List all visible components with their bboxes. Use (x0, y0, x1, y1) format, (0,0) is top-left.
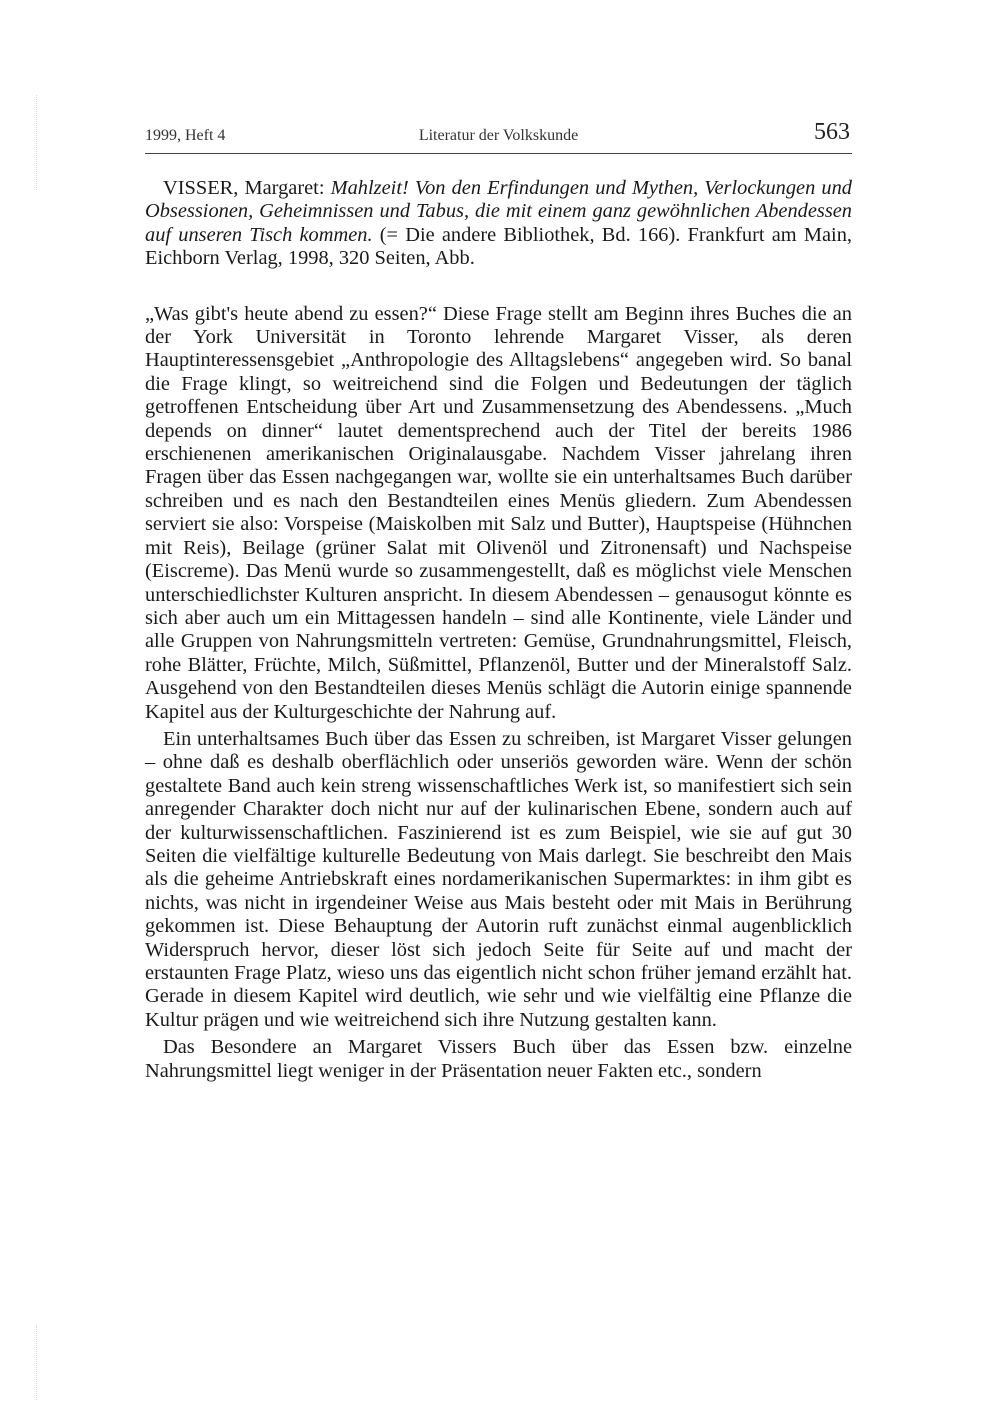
scan-artifact-bottom (36, 1325, 39, 1400)
publication-info: (= Die andere Bibliothek, Bd. 166). Frankfurt am Main, Eichborn Verlag, 1998, 320 Seiten, Abb. (145, 223, 852, 270)
scan-artifact-top (36, 95, 39, 190)
issue-label: 1999, Heft 4 (145, 127, 226, 144)
running-header (145, 119, 852, 154)
bibliographic-entry (145, 177, 852, 271)
review-content (145, 177, 852, 1083)
review-author: VISSER, Margaret: (163, 177, 325, 199)
paragraph-1: „Was gibt's heute abend zu essen?“ Diese Frage stellt am Beginn ihres Buches die an der York Universität in Toronto lehrende Margaret Visser, als deren Hauptinteressensgebiet „Anthropologie des Alltagslebens“ angegeben wird. So banal die Frage klingt, so weitreichend sind die Folgen und Bedeutungen der täglich getroffenen Entscheidung über Art und Zusammensetzung des Abendessens. „Much depends on dinner“ lautet dementsprechend auch der Titel der bereits 1986 erschienenen amerikanischen Originalausgabe. Nachdem Visser jahrelang ihren Fragen über das Essen nachgegangen war, wollte sie ein unterhaltsames Buch darüber schreiben und es nach den Bestandteilen eines Menüs gliedern. Zum Abendessen serviert sie also: Vorspeise (Maiskolben mit Salz und Butter), Hauptspeise (Hühnchen mit Reis), Beilage (grüner Salat mit Olivenöl und Zitronensaft) und Nachspeise (Eiscreme). Das Menü wurde so zusammengestellt, daß es möglichst viele Menschen unterschiedlichster Kulturen anspricht. In diesem Abendessen – genausogut könnte es sich aber auch um ein Mittagessen handeln – sind alle Kontinente, viele Länder und alle Gruppen von Nahrungsmitteln vertreten: Gemüse, Grundnahrungsmittel, Fleisch, rohe Blätter, Früchte, Milch, Süßmittel, Pflanzenöl, Butter und der Mineralstoff Salz. Ausgehend von den Bestandteilen dieses Menüs schlägt die Autorin einige spannende Kapitel aus der Kulturgeschichte der Nahrung auf. (145, 302, 852, 723)
paragraph-2: Ein unterhaltsames Buch über das Essen zu schreiben, ist Margaret Visser gelungen – ohne daß es deshalb oberflächlich oder unseriös geworden wäre. Wenn der schön gestaltete Band auch kein streng wissenschaftliches Werk ist, so manifestiert sich sein anregender Charakter doch nicht nur auf der kulinarischen Ebene, sondern auch auf der kulturwissenschaftlichen. Faszinierend ist es zum Beispiel, wie sie auf gut 30 Seiten die vielfältige kulturelle Bedeutung von Mais darlegt. Sie beschreibt den Mais als die geheime Antriebskraft eines nordamerikanischen Supermarktes: in ihm gibt es nichts, was nicht in irgendeiner Weise aus Mais besteht oder mit Mais in Berührung gekommen ist. Diese Behauptung der Autorin ruft zunächst einmal augenblicklich Widerspruch hervor, dieser löst sich jedoch Seite für Seite auf und macht der erstaunten Frage Platz, wieso uns das eigentlich nicht schon früher jemand erzählt hat. Gerade in diesem Kapitel wird deutlich, wie sehr und wie vielfältig eine Pflanze die Kultur prägen und wie weitreichend sich ihre Nutzung gestalten kann. (145, 727, 852, 1031)
section-title: Literatur der Volkskunde (418, 127, 579, 144)
page-number: 563 (814, 119, 850, 145)
book-title: Mahlzeit! Von den Erfindungen und Mythen, Verlockungen und Obsessionen, Geheimnissen und Tabus, die mit einem ganz gewöhnlichen Abendessen auf unseren Tisch kommen. (145, 177, 852, 246)
paragraph-3: Das Besondere an Margaret Vissers Buch über das Essen bzw. einzelne Nahrungsmittel liegt weniger in der Präsentation neuer Fakten etc., sondern (145, 1036, 852, 1082)
